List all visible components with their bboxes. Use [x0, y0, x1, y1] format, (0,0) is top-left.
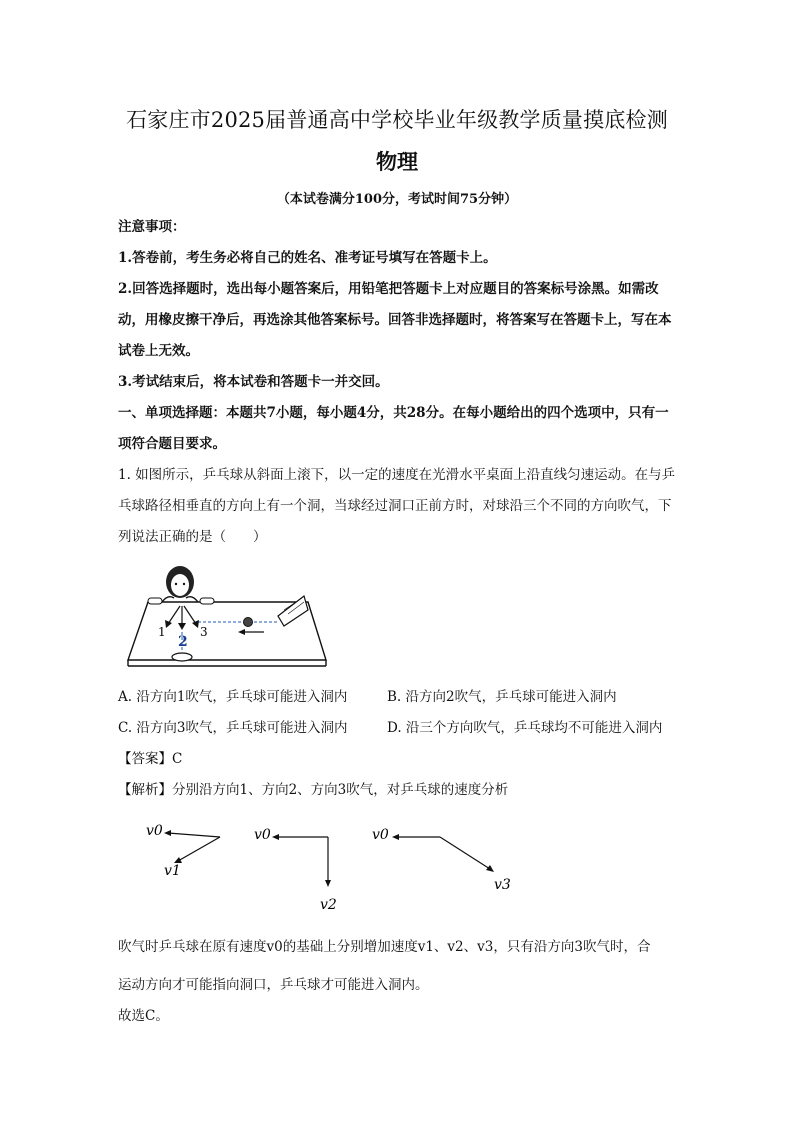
v0-label-3: v0: [372, 827, 389, 843]
v2-label: v2: [320, 897, 337, 913]
option-d: D. 沿三个方向吹气，乒乓球均不可能进入洞内: [387, 720, 663, 736]
figure-label-3: 3: [200, 625, 208, 639]
exam-title: 石家庄市2025届普通高中学校毕业年级教学质量摸底检测: [126, 108, 668, 132]
figure-label-2: 2: [178, 634, 188, 650]
analysis-tag: 【解析】: [118, 782, 172, 798]
v0-label-2: v0: [254, 827, 271, 843]
analysis-text: 分别沿方向1、方向2、方向3吹气，对乒乓球的速度分析: [172, 782, 509, 798]
section-heading: 一、单项选择题：本题共7小题，每小题4分，共28分。在每小题给出的四个选项中，只有一项符合题目要求。: [118, 405, 669, 452]
notice-item-1: 1.答卷前，考生务必将自己的姓名、准考证号填写在答题卡上。: [118, 250, 497, 266]
v1-label: v1: [164, 863, 181, 879]
final-answer: 故选C。: [118, 1008, 169, 1024]
figure-label-1: 1: [158, 625, 166, 639]
vector-diagram-2: [254, 827, 337, 913]
exam-info: （本试卷满分100分，考试时间75分钟）: [276, 192, 518, 207]
option-b: B. 沿方向2吹气，乒乓球可能进入洞内: [387, 689, 617, 705]
notice-item-3: 3.考试结束后，将本试卷和答题卡一并交回。: [118, 374, 389, 390]
analysis-line: [118, 778, 508, 798]
vector-diagrams: [140, 815, 520, 915]
question-stem: 1. 如图所示，乒乓球从斜面上滚下，以一定的速度在光滑水平桌面上沿直线匀速运动。在与乒乓球路径相垂直的方向上有一个洞，当球经过洞口正前方时，对球沿三个不同的方向吹气，下列说法正确的是（ ）: [118, 467, 676, 545]
subject-title: 物理: [376, 149, 418, 174]
answer-tag: 【答案】: [118, 751, 172, 767]
v3-label: v3: [494, 877, 511, 893]
table-figure: [118, 560, 338, 672]
conclusion-line-2: 运动方向才可能指向洞口，乒乓球才可能进入洞内。: [118, 977, 429, 993]
answer-value: C: [172, 751, 183, 767]
person-icon: [148, 566, 214, 604]
vector-diagram-3: [372, 827, 511, 893]
hole: [172, 653, 192, 661]
notice-item-2: 2.回答选择题时，选出每小题答案后，用铅笔把答题卡上对应题目的答案标号涂黑。如需改动，用橡皮擦干净后，再选涂其他答案标号。回答非选择题时，将答案写在答题卡上，写在本试卷上无效。: [118, 281, 672, 359]
v0-label-1: v0: [146, 823, 163, 839]
option-c: C. 沿方向3吹气，乒乓球可能进入洞内: [118, 720, 348, 736]
ping-pong-ball: [244, 618, 253, 627]
conclusion-line-1: 吹气时乒乓球在原有速度v0的基础上分别增加速度v1、v2、v3，只有沿方向3吹气时，合: [118, 939, 651, 955]
vector-diagram-1: [146, 823, 220, 879]
option-a: A. 沿方向1吹气，乒乓球可能进入洞内: [118, 689, 348, 705]
notice-heading: 注意事项：: [118, 219, 186, 235]
answer-line: [118, 747, 182, 767]
